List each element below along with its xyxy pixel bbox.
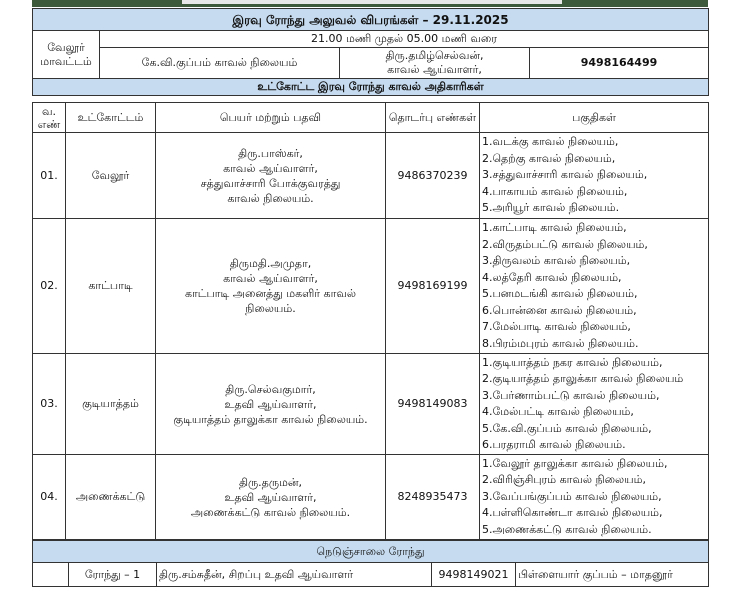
row-officer: [156, 133, 386, 219]
row-areas: [480, 133, 709, 219]
area-item: 3.திருவலம் காவல் நிலையம்,: [482, 254, 631, 267]
highway-area: பிள்ளையார் குப்பம் – மாதனூர்: [516, 563, 709, 587]
row-areas: [480, 455, 709, 540]
row-sn: 03.: [33, 354, 66, 455]
row-sn: 01.: [33, 133, 66, 219]
area-item: 8.பிரம்மபுரம் காவல் நிலையம்.: [482, 336, 639, 350]
area-item: 4.பாகாயம் காவல் நிலையம்,: [482, 184, 628, 198]
area-item: 4.மேல்பட்டி காவல் நிலையம்,: [482, 405, 634, 418]
row-sn: 02.: [33, 219, 66, 354]
table-row: [33, 219, 709, 354]
officer-line: திரு.செல்வகுமார்,: [225, 382, 316, 396]
table-row: [33, 563, 709, 587]
row-phone: 9498169199: [386, 219, 480, 354]
area-item: 1.வடக்கு காவல் நிலையம்,: [482, 135, 619, 149]
subdivision-heading: உட்கோட்ட இரவு ரோந்து காவல் அதிகாரிகள்: [33, 79, 709, 96]
area-item: 1.குடியாத்தம் நகர காவல் நிலையம்,: [482, 355, 663, 369]
area-item: 1.வேலூர் தாலுக்கா காவல் நிலையம்,: [482, 456, 668, 470]
station-name: கே.வி.குப்பம் காவல் நிலையம்: [100, 48, 340, 79]
area-item: 5.அணைக்கட்டு காவல் நிலையம்.: [482, 522, 652, 536]
inspector-name: [340, 48, 530, 79]
area-item: 2.விருதம்பட்டு காவல் நிலையம்,: [482, 237, 648, 251]
officer-line: அணைக்கட்டு காவல் நிலையம்.: [190, 505, 351, 519]
row-phone: 8248935473: [386, 455, 480, 540]
row-officer: [156, 219, 386, 354]
header-photo-strip: [32, 0, 708, 7]
inspector-line: காவல் ஆய்வாளர்,: [387, 63, 482, 76]
col-sn: வ. எண்: [33, 103, 66, 133]
officer-line: குடியாத்தம் தாலுக்கா காவல் நிலையம்.: [173, 412, 368, 426]
highway-phone: 9498149021: [432, 563, 516, 587]
officer-line: திரு.பாஸ்கர்,: [238, 146, 303, 160]
area-item: 5.அரியூர் காவல் நிலையம்.: [482, 201, 620, 215]
table-row: [33, 354, 709, 455]
officer-line: திரு.தருமன்,: [238, 475, 303, 489]
inspector-phone: 9498164499: [530, 48, 709, 79]
area-item: 6.பொன்னை காவல் நிலையம்,: [482, 303, 637, 317]
officer-line: காவல் நிலையம்.: [227, 191, 314, 205]
col-phone: தொடர்பு எண்கள்: [386, 103, 480, 133]
area-item: 2.விரிஞ்சிபுரம் காவல் நிலையம்,: [482, 473, 646, 487]
row-phone: 9486370239: [386, 133, 480, 219]
patrol-time: 21.00 மணி முதல் 05.00 மணி வரை: [100, 31, 709, 48]
officers-table: [32, 102, 709, 540]
area-item: 6.பரதராமி காவல் நிலையம்.: [482, 438, 626, 451]
table-row: [33, 133, 709, 219]
row-subdivision: அணைக்கட்டு: [66, 455, 156, 540]
area-item: 5.கே.வி.குப்பம் காவல் நிலையம்,: [482, 421, 652, 435]
officer-line: திருமதி.அமுதா,: [229, 257, 312, 270]
officer-line: உதவி ஆய்வாளர்,: [224, 397, 317, 411]
inspector-line: திரு.தமிழ்செல்வன்,: [385, 49, 484, 62]
area-item: 4.பள்ளிகொண்டா காவல் நிலையம்,: [482, 506, 663, 520]
district-label: வேலூர் மாவட்டம்: [33, 31, 100, 79]
highway-table: [32, 540, 709, 587]
highway-officer: திரு.சம்சுதீன், சிறப்பு உதவி ஆய்வாளர்: [157, 563, 432, 587]
row-subdivision: காட்பாடி: [66, 219, 156, 354]
officer-line: காவல் ஆய்வாளர்,: [223, 161, 318, 175]
officer-line: காவல் ஆய்வாளர்,: [223, 272, 318, 285]
area-item: 3.சத்துவாச்சாரி காவல் நிலையம்,: [482, 168, 648, 182]
officer-line: நிலையம்.: [245, 302, 296, 315]
officer-line: சத்துவாச்சாரி போக்குவரத்து: [200, 176, 341, 190]
row-subdivision: வேலூர்: [66, 133, 156, 219]
row-sn: 04.: [33, 455, 66, 540]
area-item: 2.குடியாத்தம் தாலுக்கா காவல் நிலையம்: [482, 372, 684, 385]
col-areas: பகுதிகள்: [480, 103, 709, 133]
row-phone: 9498149083: [386, 354, 480, 455]
row-areas: [480, 219, 709, 354]
table-row: [33, 455, 709, 540]
area-item: 1.காட்பாடி காவல் நிலையம்,: [482, 221, 627, 234]
area-item: 5.பனமடங்கி காவல் நிலையம்,: [482, 287, 638, 300]
area-item: 4.லத்தேரி காவல் நிலையம்,: [482, 270, 622, 284]
row-officer: [156, 455, 386, 540]
area-item: 3.வேப்பங்குப்பம் காவல் நிலையம்,: [482, 489, 662, 503]
header-strip-text-band: [182, 0, 562, 4]
row-areas: [480, 354, 709, 455]
col-subdivision: உட்கோட்டம்: [66, 103, 156, 133]
col-name: பெயர் மற்றும் பதவி: [156, 103, 386, 133]
area-item: 2.தெற்கு காவல் நிலையம்,: [482, 151, 616, 165]
area-item: 7.மேல்பாடி காவல் நிலையம்,: [482, 320, 631, 333]
row-officer: [156, 354, 386, 455]
highway-heading: நெடுஞ்சாலை ரோந்து: [33, 541, 709, 563]
officer-line: காட்பாடி அனைத்து மகளிர் காவல்: [185, 287, 356, 300]
report-title: இரவு ரோந்து அலுவல் விபரங்கள் – 29.11.2025: [33, 9, 709, 31]
highway-empty-cell: [33, 563, 69, 587]
header-table: [32, 8, 709, 96]
row-subdivision: குடியாத்தம்: [66, 354, 156, 455]
highway-label: ரோந்து – 1: [69, 563, 157, 587]
officer-line: உதவி ஆய்வாளர்,: [224, 490, 317, 504]
area-item: 3.பேர்ணாம்பட்டு காவல் நிலையம்,: [482, 388, 660, 402]
